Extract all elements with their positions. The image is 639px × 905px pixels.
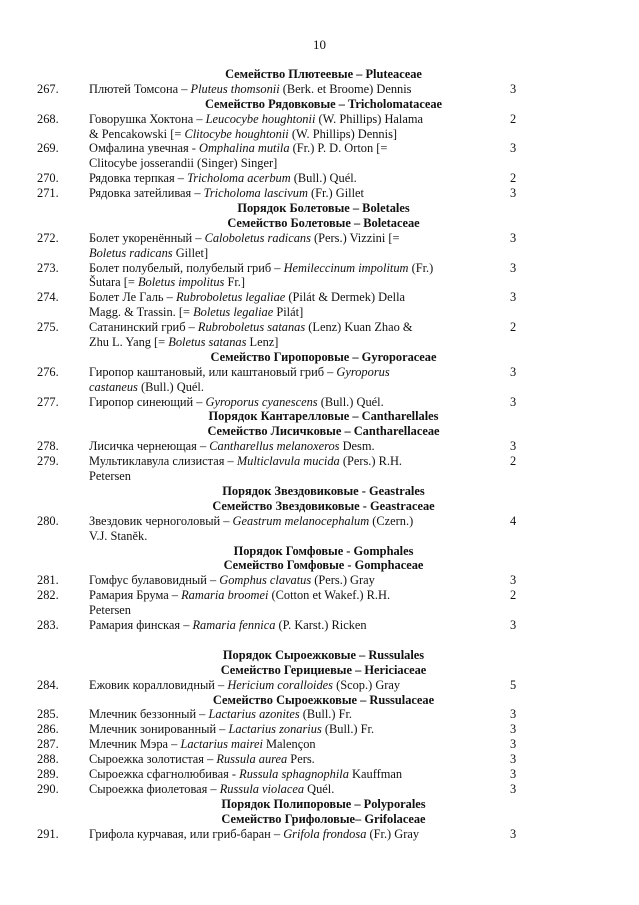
species-entry [0,171,639,186]
text-run: V.J. Staněk. [89,528,148,543]
species-entry [0,82,639,97]
section-heading [0,693,639,708]
text-run: Говорушка Хоктона – [89,111,206,126]
text-run: Омфалина увечная - [89,141,200,156]
latin-name: Boletus satanas [168,335,247,350]
text-run: Сыроежка золотистая – [89,752,217,767]
species-entry [0,573,639,588]
entry-text [89,588,390,603]
heading-text: Порядок Сыроежковые – Russulales [222,647,425,662]
latin-name: Leucocybe houghtonii [205,111,316,126]
species-entry [0,141,639,156]
heading-text: Семейство Плютеевые – Pluteaceae [225,67,422,81]
species-entry [0,752,639,767]
text-run: Gillet] [172,245,209,260]
species-entry [0,365,639,380]
spacer [0,633,639,648]
section-heading [0,409,639,424]
entry-text [89,275,245,290]
species-entry-continuation [0,127,639,142]
latin-name: Omphalina mutila [199,141,290,156]
entry-text [89,290,405,305]
entry-number: 288. [37,752,59,767]
species-entry-continuation [0,305,639,320]
entry-text [89,261,433,276]
species-entry-continuation [0,156,639,171]
entry-number: 277. [37,394,59,409]
species-entry-continuation [0,380,639,395]
section-heading [0,812,639,827]
text-run: Гиропор синеющий – [89,394,206,409]
entry-text [89,320,413,335]
species-entry [0,439,639,454]
heading-text: Семейство Грифоловые– Grifolaceae [221,811,426,826]
species-entry [0,678,639,693]
entry-text [89,737,316,752]
text-run: Pers. [287,752,315,767]
species-entry-continuation [0,246,639,261]
page-number: 10 [313,37,326,52]
text-run: Petersen [89,603,131,618]
entry-text [89,141,387,156]
text-run: (Bull.) Quél. [137,379,204,394]
heading-text: Семейство Сыроежковые – Russulaceae [212,692,435,707]
species-entry [0,737,639,752]
status-category: 3 [510,781,517,796]
latin-name: Ramaria fennica [192,617,276,632]
text-run: (Berk. et Broome) Dennis [279,81,412,96]
entry-number: 269. [37,141,59,156]
status-category: 2 [510,111,517,126]
section-heading [0,663,639,678]
species-entry-continuation [0,335,639,350]
text-run: Ежовик коралловидный – [89,677,228,692]
status-category: 3 [510,364,517,379]
entry-number: 289. [37,766,59,781]
species-entry [0,618,639,633]
species-entry [0,290,639,305]
latin-name: Tricholoma lascivum [203,186,308,201]
text-run: Гиропор каштановый, или каштановый гриб – [89,364,337,379]
entry-text [89,380,204,395]
latin-name: castaneus [89,379,138,394]
entry-text [89,529,147,544]
text-run: (Bull.) Quél. [317,394,384,409]
latin-name: Russula violacea [219,781,305,796]
heading-text: Семейство Гомфовые - Gomphaceae [223,558,424,573]
text-run: Šutara [= [89,275,138,290]
heading-text: Семейство Гиропоровые – Gyroporaceae [210,349,437,364]
text-run: Млечник беззонный – [89,707,209,722]
status-category: 2 [510,588,517,603]
text-run: (P. Karst.) Ricken [275,617,367,632]
status-category: 3 [510,722,517,737]
heading-text: Порядок Болетовые – Boletales [237,201,410,216]
status-category: 4 [510,513,517,528]
entry-text [89,112,423,127]
species-entry [0,827,639,842]
status-category: 3 [510,290,517,305]
latin-name: Tricholoma acerbum [187,171,291,186]
entry-text [89,678,400,693]
species-entry [0,112,639,127]
entry-number: 281. [37,573,59,588]
entry-number: 284. [37,677,59,692]
section-heading [0,216,639,231]
section-heading [0,350,639,365]
entry-text [89,573,375,588]
text-run: & Pencakowski [= [89,126,185,141]
entry-number: 286. [37,722,59,737]
entry-text [89,127,397,142]
section-heading [0,484,639,499]
species-entry [0,454,639,469]
text-run: (Bull.) Quél. [290,171,357,186]
heading-text: Порядок Полипоровые – Polyporales [221,796,426,811]
species-entry [0,588,639,603]
entry-text [89,469,131,484]
latin-name: Boletus radicans [89,245,173,260]
entry-number: 278. [37,439,59,454]
text-run: Рамария Брума – [89,588,182,603]
entry-text [89,722,374,737]
text-run: (Bull.) Fr. [299,707,353,722]
text-run: (Fr.) P. D. Orton [= [289,141,388,156]
latin-name: Hericium coralloides [227,677,333,692]
entry-number: 280. [37,513,59,528]
species-entry [0,767,639,782]
text-run: Грифола курчавая, или гриб-баран – [89,826,284,841]
species-entry [0,782,639,797]
species-list [0,67,639,841]
entry-number: 274. [37,290,59,305]
heading-text: Семейство Рядовковые – Tricholomataceae [204,96,443,111]
text-run: Desm. [339,439,375,454]
text-run: (W. Phillips) Dennis] [288,126,398,141]
status-category: 3 [510,766,517,781]
species-entry-continuation [0,275,639,290]
latin-name: Clitocybe houghtonii [184,126,289,141]
entry-text [89,707,352,722]
status-category: 3 [510,617,517,632]
entry-text [89,365,390,380]
heading-text: Порядок Гомфовые - Gomphales [233,543,414,558]
entry-text [89,305,303,320]
entry-number: 275. [37,320,59,335]
text-run: Pilát] [273,305,304,320]
status-category: 3 [510,260,517,275]
text-run: (Lenz) Kuan Zhao & [305,320,413,335]
species-entry [0,514,639,529]
text-run: (Pers.) Vizzini [= [310,230,400,245]
status-category: 3 [510,230,517,245]
species-entry-continuation [0,529,639,544]
section-heading [0,648,639,663]
latin-name: Boletus impolitus [137,275,225,290]
text-run: (Scop.) Gray [333,677,401,692]
latin-name: Rubroboletus satanas [197,320,306,335]
text-run: Kauffman [348,766,403,781]
text-run: Плютей Томсона – [89,81,191,96]
section-heading [0,97,639,112]
text-run: Сатанинский гриб – [89,320,198,335]
species-entry-continuation [0,603,639,618]
text-run: Млечник Мэра – [89,737,181,752]
latin-name: Geastrum melanocephalum [232,513,370,528]
entry-number: 283. [37,617,59,632]
latin-name: Gyroporus cyanescens [205,394,318,409]
status-category: 3 [510,141,517,156]
heading-text: Семейство Лисичковые – Cantharellaceae [207,424,440,439]
entry-text [89,514,413,529]
section-heading [0,558,639,573]
text-run: Zhu L. Yang [= [89,335,169,350]
entry-text [89,454,402,469]
text-run: (Pilát & Dermek) Della [285,290,406,305]
section-heading [0,67,639,82]
text-run: Рядовка терпкая – [89,171,188,186]
status-category: 2 [510,320,517,335]
text-run: Звездовик черноголовый – [89,513,233,528]
status-category: 3 [510,573,517,588]
species-entry [0,722,639,737]
species-entry [0,395,639,410]
text-run: Fr.] [224,275,246,290]
latin-name: Rubroboletus legaliae [175,290,286,305]
species-entry [0,707,639,722]
entry-text [89,827,419,842]
latin-name: Caloboletus radicans [204,230,311,245]
latin-name: Russula sphagnophila [239,766,349,781]
heading-text: Порядок Кантарелловые – Cantharellales [208,409,439,424]
entry-number: 285. [37,707,59,722]
text-run: Мультиклавула слизистая – [89,454,237,469]
latin-name: Gomphus clavatus [219,573,312,588]
entry-text [89,231,400,246]
status-category: 5 [510,677,517,692]
text-run: (Cotton et Wakef.) R.H. [268,588,391,603]
entry-number: 282. [37,588,59,603]
entry-text [89,335,278,350]
text-run: Magg. & Trassin. [= [89,305,194,320]
latin-name: Cantharellus melanoxeros [209,439,340,454]
latin-name: Lactarius azonites [208,707,300,722]
text-run: (Pers.) R.H. [339,454,403,469]
section-heading [0,797,639,812]
heading-text: Семейство Звездовиковые - Geastraceae [212,498,435,513]
entry-text [89,767,402,782]
text-run: Clitocybe josserandii (Singer) Singer] [89,156,278,171]
entry-number: 291. [37,826,59,841]
status-category: 3 [510,81,517,96]
status-category: 3 [510,752,517,767]
status-category: 3 [510,737,517,752]
text-run: (Bull.) Fr. [321,722,375,737]
entry-text [89,171,357,186]
text-run: (Czern.) [369,513,414,528]
text-run: (W. Phillips) Halama [315,111,424,126]
text-run: Сыроежка фиолетовая – [89,781,220,796]
entry-text [89,246,208,261]
entry-text [89,752,315,767]
heading-text: Порядок Звездовиковые - Geastrales [222,483,425,498]
text-run: Млечник зонированный – [89,722,229,737]
entry-text [89,395,384,410]
text-run: (Fr.) Gray [366,826,420,841]
latin-name: Lactarius mairei [180,737,263,752]
status-category: 2 [510,171,517,186]
entry-number: 273. [37,260,59,275]
status-category: 2 [510,454,517,469]
text-run: (Fr.) [408,260,434,275]
species-entry [0,186,639,201]
entry-number: 267. [37,81,59,96]
entry-number: 268. [37,111,59,126]
entry-text [89,186,364,201]
section-heading [0,201,639,216]
text-run: Болет Ле Галь – [89,290,176,305]
entry-number: 276. [37,364,59,379]
latin-name: Ramaria broomei [181,588,269,603]
status-category: 3 [510,186,517,201]
entry-number: 287. [37,737,59,752]
entry-text [89,82,411,97]
section-heading [0,424,639,439]
text-run: (Fr.) Gillet [307,186,365,201]
entry-number: 270. [37,171,59,186]
text-run: Quél. [304,781,335,796]
text-run: Сыроежка сфагнолюбивая - [89,766,240,781]
latin-name: Pluteus thomsonii [190,81,280,96]
text-run: Petersen [89,469,131,484]
species-entry [0,261,639,276]
entry-text [89,603,131,618]
species-entry [0,320,639,335]
latin-name: Russula aurea [216,752,288,767]
status-category: 3 [510,394,517,409]
entry-number: 271. [37,186,59,201]
latin-name: Boletus legaliae [193,305,274,320]
latin-name: Hemileccinum impolitum [283,260,409,275]
heading-text: Семейство Болетовые – Boletaceae [227,215,420,230]
latin-name: Grifola frondosa [283,826,367,841]
section-heading [0,499,639,514]
text-run: Болет укоренённый – [89,230,205,245]
text-run: Лисичка чернеющая – [89,439,210,454]
text-run: Гомфус булавовидный – [89,573,220,588]
entry-number: 272. [37,230,59,245]
status-category: 3 [510,707,517,722]
latin-name: Lactarius zonarius [228,722,322,737]
latin-name: Gyroporus [336,364,390,379]
heading-text: Семейство Герициевые – Hericiaceae [220,662,427,677]
latin-name: Multiclavula mucida [236,454,340,469]
entry-number: 290. [37,781,59,796]
text-run: Рамария финская – [89,617,193,632]
entry-text [89,439,375,454]
species-entry [0,231,639,246]
text-run: (Pers.) Gray [311,573,375,588]
text-run: Lenz] [246,335,279,350]
text-run: Рядовка затейливая – [89,186,204,201]
status-category: 3 [510,826,517,841]
entry-text [89,618,367,633]
entry-text [89,782,334,797]
section-heading [0,544,639,559]
entry-text [89,156,277,171]
entry-number: 279. [37,454,59,469]
text-run: Болет полубелый, полубелый гриб – [89,260,284,275]
status-category: 3 [510,439,517,454]
text-run: Malençon [262,737,316,752]
species-entry-continuation [0,469,639,484]
